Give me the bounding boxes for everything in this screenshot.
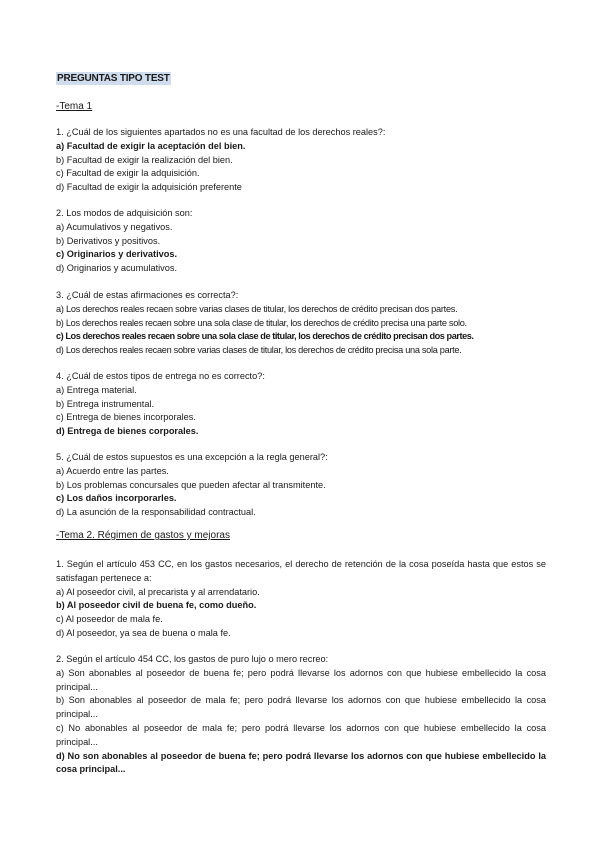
answer-a: a) Facultad de exigir la aceptación del bien. (56, 140, 246, 151)
question-text: 2. Según el artículo 454 CC, los gastos de puro lujo o mero recreo: (56, 654, 329, 664)
answer-d: d) Originarios y acumulativos. (56, 263, 178, 274)
section-heading-tema-2: -Tema 2. Régimen de gastos y mejoras (56, 530, 230, 541)
answer-a: a) Son abonables al poseedor de buena fe; pero podrá llevarse los adornos con que hubiese embellecido la cosa principal... (56, 667, 546, 692)
answer-a: a) Al poseedor civil, al precarista y al arrendatario. (56, 586, 260, 597)
answer-c: c) Originarios y derivativos. (56, 249, 178, 260)
answer-c: c) Facultad de exigir la adquisición. (56, 168, 200, 179)
question-text: 4. ¿Cuál de estos tipos de entrega no es correcto?: (56, 371, 265, 381)
question-4 (56, 370, 546, 439)
answer-a: a) Los derechos reales recaen sobre varias clases de titular, los derechos de crédito precisan dos partes. (56, 303, 458, 314)
answer-a: a) Acumulativos y negativos. (56, 221, 173, 232)
question-text: 2. Los modos de adquisición son: (56, 208, 193, 218)
answer-d: d) No son abonables al poseedor de buena fe; pero podrá llevarse los adornos con que hubiese embellecido la cosa principal... (56, 750, 546, 775)
answer-a: a) Entrega material. (56, 384, 137, 395)
answer-d: d) Facultad de exigir la adquisición preferente (56, 182, 242, 193)
answer-c: c) Al poseedor de mala fe. (56, 614, 163, 625)
question-text: 1. Según el artículo 453 CC, en los gastos necesarios, el derecho de retención de la cosa poseída hasta que estos se satisfagan pertenece a: (56, 559, 546, 583)
answer-c: c) Entrega de bienes incorporales. (56, 412, 196, 423)
answer-b: b) Al poseedor civil de buena fe, como dueño. (56, 600, 257, 611)
document-title: PREGUNTAS TIPO TEST (57, 73, 170, 84)
question-text: 1. ¿Cuál de los siguientes apartados no es una facultad de los derechos reales?: (56, 127, 386, 137)
answer-b: b) Facultad de exigir la realización del bien. (56, 154, 233, 165)
tema2-question-2 (56, 653, 546, 777)
answer-b: b) Son abonables al poseedor de mala fe; pero podrá llevarse los adornos con que hubiese embellecido la cosa principal... (56, 695, 546, 720)
answer-d: d) Los derechos reales recaen sobre varias clases de titular, los derechos de crédito precisa una sola parte. (56, 345, 462, 356)
answer-d: d) Entrega de bienes corporales. (56, 426, 199, 437)
answer-a: a) Acuerdo entre las partes. (56, 465, 169, 476)
answer-b: b) Los problemas concursales que pueden afectar al transmitente. (56, 479, 326, 490)
tema2-question-1 (56, 558, 546, 641)
answer-d: d) La asunción de la responsabilidad contractual. (56, 507, 256, 518)
question-1 (56, 126, 546, 195)
answer-c: c) Los derechos reales recaen sobre una sola clase de titular, los derechos de crédito precisan dos partes. (56, 331, 474, 342)
question-text: 3. ¿Cuál de estas afirmaciones es correcta?: (56, 290, 239, 300)
answer-b: b) Entrega instrumental. (56, 398, 155, 409)
section-heading-tema-1: -Tema 1 (56, 101, 93, 112)
question-3 (56, 289, 546, 358)
answer-b: b) Derivativos y positivos. (56, 235, 161, 246)
question-text: 5. ¿Cuál de estos supuestos es una excepción a la regla general?: (56, 452, 328, 462)
answer-d: d) Al poseedor, ya sea de buena o mala fe. (56, 627, 231, 638)
answer-b: b) Los derechos reales recaen sobre una sola clase de titular, los derechos de crédito precisa una parte solo. (56, 317, 467, 328)
question-2 (56, 207, 546, 276)
question-5 (56, 451, 546, 520)
answer-c: c) Los daños incorporarles. (56, 493, 177, 504)
answer-c: c) No abonables al poseedor de mala fe; pero podrá llevarse los adornos con que hubiese embellecido la cosa principal... (56, 722, 546, 747)
